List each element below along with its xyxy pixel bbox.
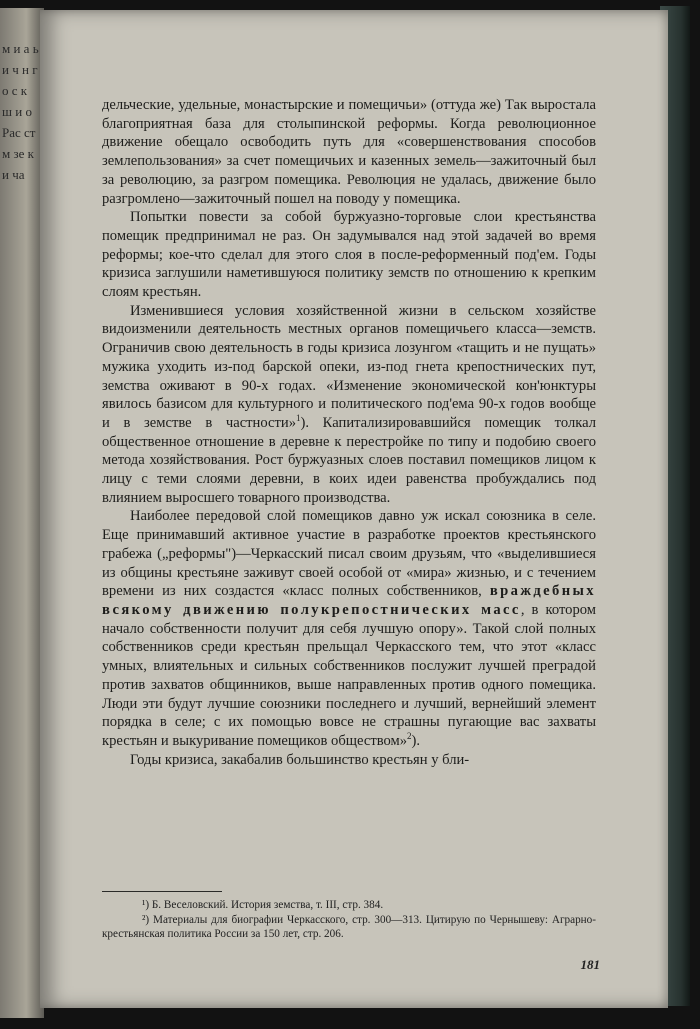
paragraph	[102, 96, 596, 208]
left-page-gutter-text: м и а ьи ч н го с к ш и о Рас ст м зе ки ча	[2, 41, 39, 182]
text-run: Наиболее передовой слой помещиков давно уж искал союзника в селе. Еще принимавший активное участие в разработке проектов крестьянского грабежа („реформы")—Черкасский писал своим друзьям, что «выделившиеся из общины крестьяне заживут своей особой от «мира» жизнью, и с течением времени из них создастся «класс полных собственников,	[102, 508, 596, 600]
paragraph	[102, 751, 596, 770]
page-number: 181	[580, 957, 600, 972]
text-run: ). Капитализировавшийся помещик толкал общественное отношение в деревне к перестройке по типу и подобию своего метода хозяйствования. Рост буржуазных слоев поставил помещиков лицом к лицу с теми слоями деревни, в коих идеи равенства пробуждались под влиянием выросшего товарного производства.	[102, 414, 597, 506]
spaced-emphasis: враждебных всякому движению полукрепостнических масс	[102, 583, 596, 618]
adjacent-left-page	[0, 8, 44, 1018]
text-run: , в котором начало собственности получит для себя лучшую опору». Такой слой полных собственников среди крестьян прельщал Черкасского тем, что этот «класс умных, влиятельных и сильных собственников послужит лучшей преградой против захватов общинников, выше направленных против одного помещика. Люди эти будут лучшие союзники последнего и лучший, вернейший элемент порядка в селе; с их помощью вовсе не страшны пугающие вас захваты крестьян и выкуривание помещиков обществом»	[102, 601, 597, 749]
footnotes	[102, 898, 596, 942]
text-run: Попытки повести за собой буржуазно-торговые слои крестьянства помещик предпринимал не раз. Он задумывался над этой задачей во время реформы; кое-что сделал для этого слоя в после-реформенный под'ем. Годы кризиса заглушили наметившуюся политику земств по отношению к крепким слоям крестьян.	[102, 209, 596, 301]
body-text	[102, 96, 596, 769]
footnote-ref: 1	[296, 413, 301, 424]
paragraph	[102, 507, 596, 750]
footnote-separator	[102, 891, 222, 892]
footnote-ref: 2	[407, 731, 412, 742]
text-run: Изменившиеся условия хозяйственной жизни в сельском хозяйстве видоизменили деятельность местных органов помещичьего класса—земств. Ограничив свою деятельность в годы кризиса лозунгом «тащить и не пущать» мужика уходить из-под барской опеки, из-под гнета крепостнических пут, земства оживают в 90-х годах. «Изменение экономической кон'юнктуры явилось базисом для культурного и политического под'ема 90-х годов вообще и в земстве в частности»	[102, 302, 596, 431]
paragraph	[102, 208, 596, 302]
footnote-2: ²) Материалы для биографии Черкасского, стр. 300—313. Цитирую по Чернышеву: Аграрно-крестьянская политика России за 150 лет, стр. 206.	[102, 913, 596, 940]
footnote-1: ¹) Б. Веселовский. История земства, т. III, стр. 384.	[142, 899, 384, 911]
text-run: Годы кризиса, закабалив большинство крестьян у бли-	[130, 751, 470, 768]
book-page	[40, 10, 668, 1008]
text-run: дельческие, удельные, монастырские и помещичьи» (оттуда же) Так выростала благоприятная база для столыпинской реформы. Когда революционное движение обещало освободить путь для «совершенствования способов землепользования» за счет помещичьих и казенных земель—зажиточный был за революцию, за разгром помещика. Революция не удалась, движение было разгромлено—зажиточный пошел на поводу у помещика.	[102, 97, 596, 207]
paragraph	[102, 302, 596, 508]
text-run: ).	[411, 732, 421, 749]
